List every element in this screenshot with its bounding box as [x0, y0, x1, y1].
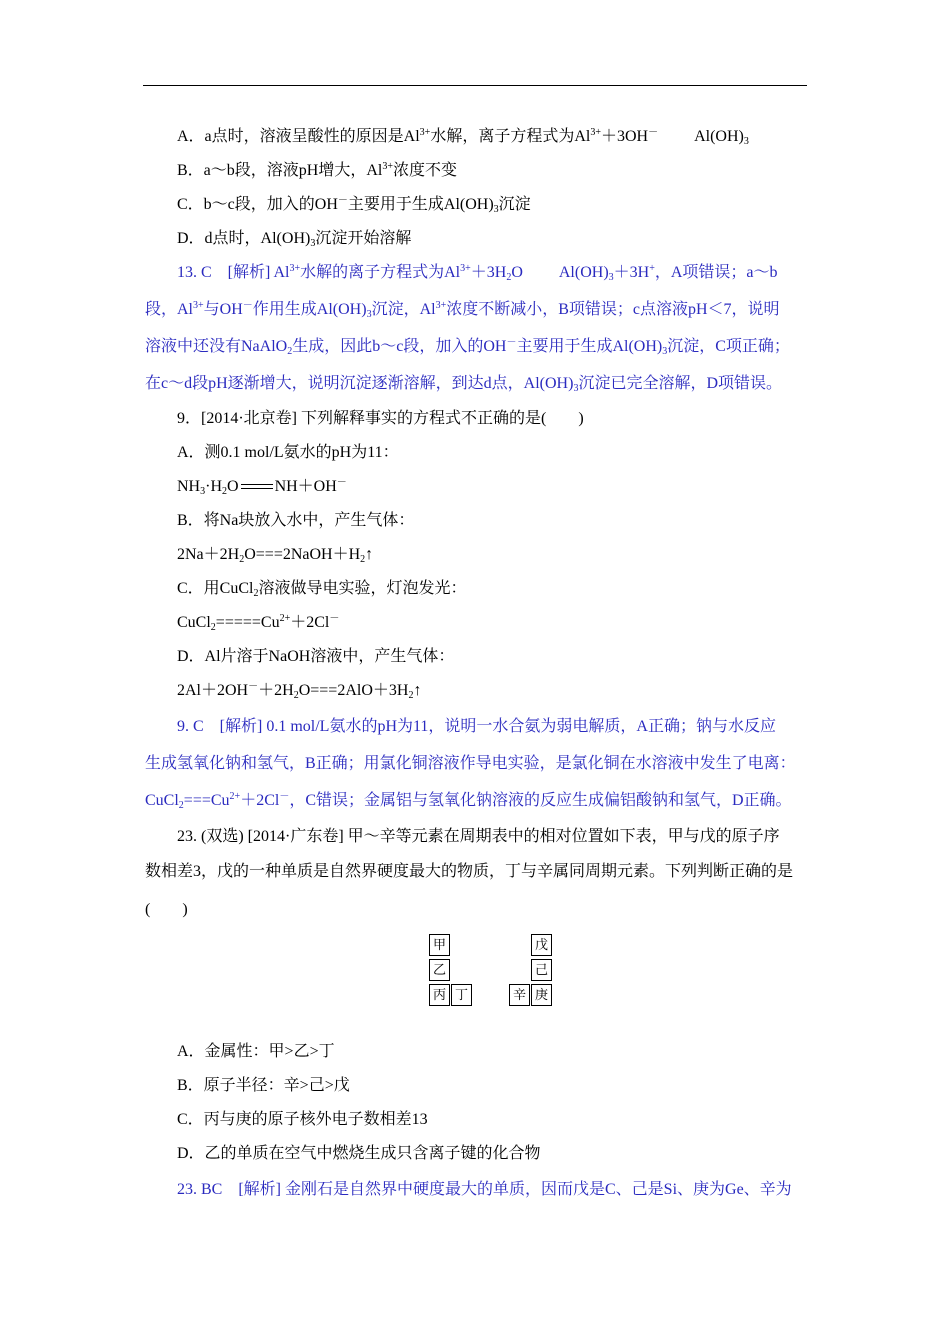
q13-answer-line-1: 13. C [解析] $Al^{3+}$水解的离子方程式为$Al^{3+}+3H_2O$ $Al(OH)_3+3H^+$，A项错误；a～b: [177, 263, 778, 283]
q9-equation-a: $NH_3\cdot H_2O$ NH＋OH－: [177, 477, 347, 497]
cell-ji: 己: [531, 959, 552, 981]
q23-option-d: D．乙的单质在空气中燃烧生成只含离子键的化合物: [177, 1145, 541, 1162]
q23-option-a: A．金属性：甲>乙>丁: [177, 1043, 335, 1060]
q23-stem-line-1: 23. (双选) [2014·广东卷] 甲～辛等元素在周期表中的相对位置如下表，甲与戊的原子序: [177, 828, 780, 845]
q13-option-a: A．a点时，溶液呈酸性的原因是$Al^{3+}$水解，离子方程式为$Al^{3+}+3OH^-$ $Al(OH)_3$: [177, 127, 749, 147]
cell-ding: 丁: [451, 984, 472, 1006]
q9-option-a: A．测0.1 mol/L氨水的pH为11：: [177, 444, 399, 461]
q13-option-c: C．b～c段，加入的OH－主要用于生成$Al(OH)_3$沉淀: [177, 195, 531, 215]
q23-answer-line-1: 23. BC [解析] 金刚石是自然界中硬度最大的单质，因而戊是C、己是Si、庚为Ge、辛为: [177, 1181, 792, 1198]
q9-equation-c: $CuCl_2=====Cu^{2+}+2Cl^-$: [177, 613, 340, 633]
q23-stem-line-2: 数相差3，戊的一种单质是自然界硬度最大的物质，丁与辛属同周期元素。下列判断正确的是: [145, 863, 794, 880]
cell-geng: 庚: [531, 984, 552, 1006]
q9-answer-line-1: 9. C [解析] 0.1 mol/L氨水的pH为11，说明一水合氨为弱电解质，A正确；钠与水反应: [177, 718, 776, 735]
q9-option-d: D．Al片溶于NaOH溶液中，产生气体：: [177, 648, 455, 665]
cell-jia: 甲: [429, 934, 450, 956]
q9-answer-line-2: 生成氢氧化钠和氢气，B正确；用氯化铜溶液作导电实验，是氯化铜在水溶液中发生了电离：: [145, 755, 796, 772]
cell-xin: 辛: [509, 984, 530, 1006]
q9-stem: 9．[2014·北京卷] 下列解释事实的方程式不正确的是( ): [177, 410, 584, 427]
q23-stem-line-3: ( ): [145, 901, 188, 918]
q9-equation-d: $2Al+2OH^-+2H_2O===2AlO+3H_2↑$: [177, 681, 422, 701]
q9-answer-line-3: $CuCl_2===Cu^{2+}+2Cl^-$，C错误；金属铝与氢氧化钠溶液的反应生成偏铝酸钠和氢气，D正确。: [145, 791, 792, 811]
q13-answer-line-4: 在c～d段pH逐渐增大，说明沉淀逐渐溶解，到达d点，$Al(OH)_3$沉淀已完全溶解，D项错误。: [145, 375, 782, 394]
q13-answer-line-3: 溶液中还没有NaAlO$_2$生成，因此b～c段，加入的OH－主要用于生成$Al(OH)_3$沉淀，C项正确；: [145, 337, 790, 357]
q13-answer-line-2: 段，$Al^{3+}$与OH－作用生成$Al(OH)_3$沉淀，$Al^{3+}$浓度不断减小，B项错误；c点溶液pH＜7，说明: [145, 300, 780, 320]
q9-option-b: B．将Na块放入水中，产生气体：: [177, 512, 415, 529]
equilibrium-arrow-icon: [239, 482, 275, 492]
q13-option-d: D．d点时，$Al(OH)_3$沉淀开始溶解: [177, 230, 412, 249]
cell-wu: 戊: [531, 934, 552, 956]
q9-option-c: C．用CuCl$_2$溶液做导电实验，灯泡发光：: [177, 580, 467, 599]
q9-equation-b: $2Na+2H_2O===2NaOH+H_2↑$: [177, 546, 374, 565]
q23-option-b: B．原子半径：辛>己>戊: [177, 1077, 350, 1094]
q23-option-c: C．丙与庚的原子核外电子数相差13: [177, 1111, 428, 1128]
q13-option-b: B．a～b段，溶液pH增大，$Al^{3+}$浓度不变: [177, 161, 457, 179]
cell-bing: 丙: [429, 984, 450, 1006]
cell-yi: 乙: [429, 959, 450, 981]
header-rule: [143, 85, 807, 86]
